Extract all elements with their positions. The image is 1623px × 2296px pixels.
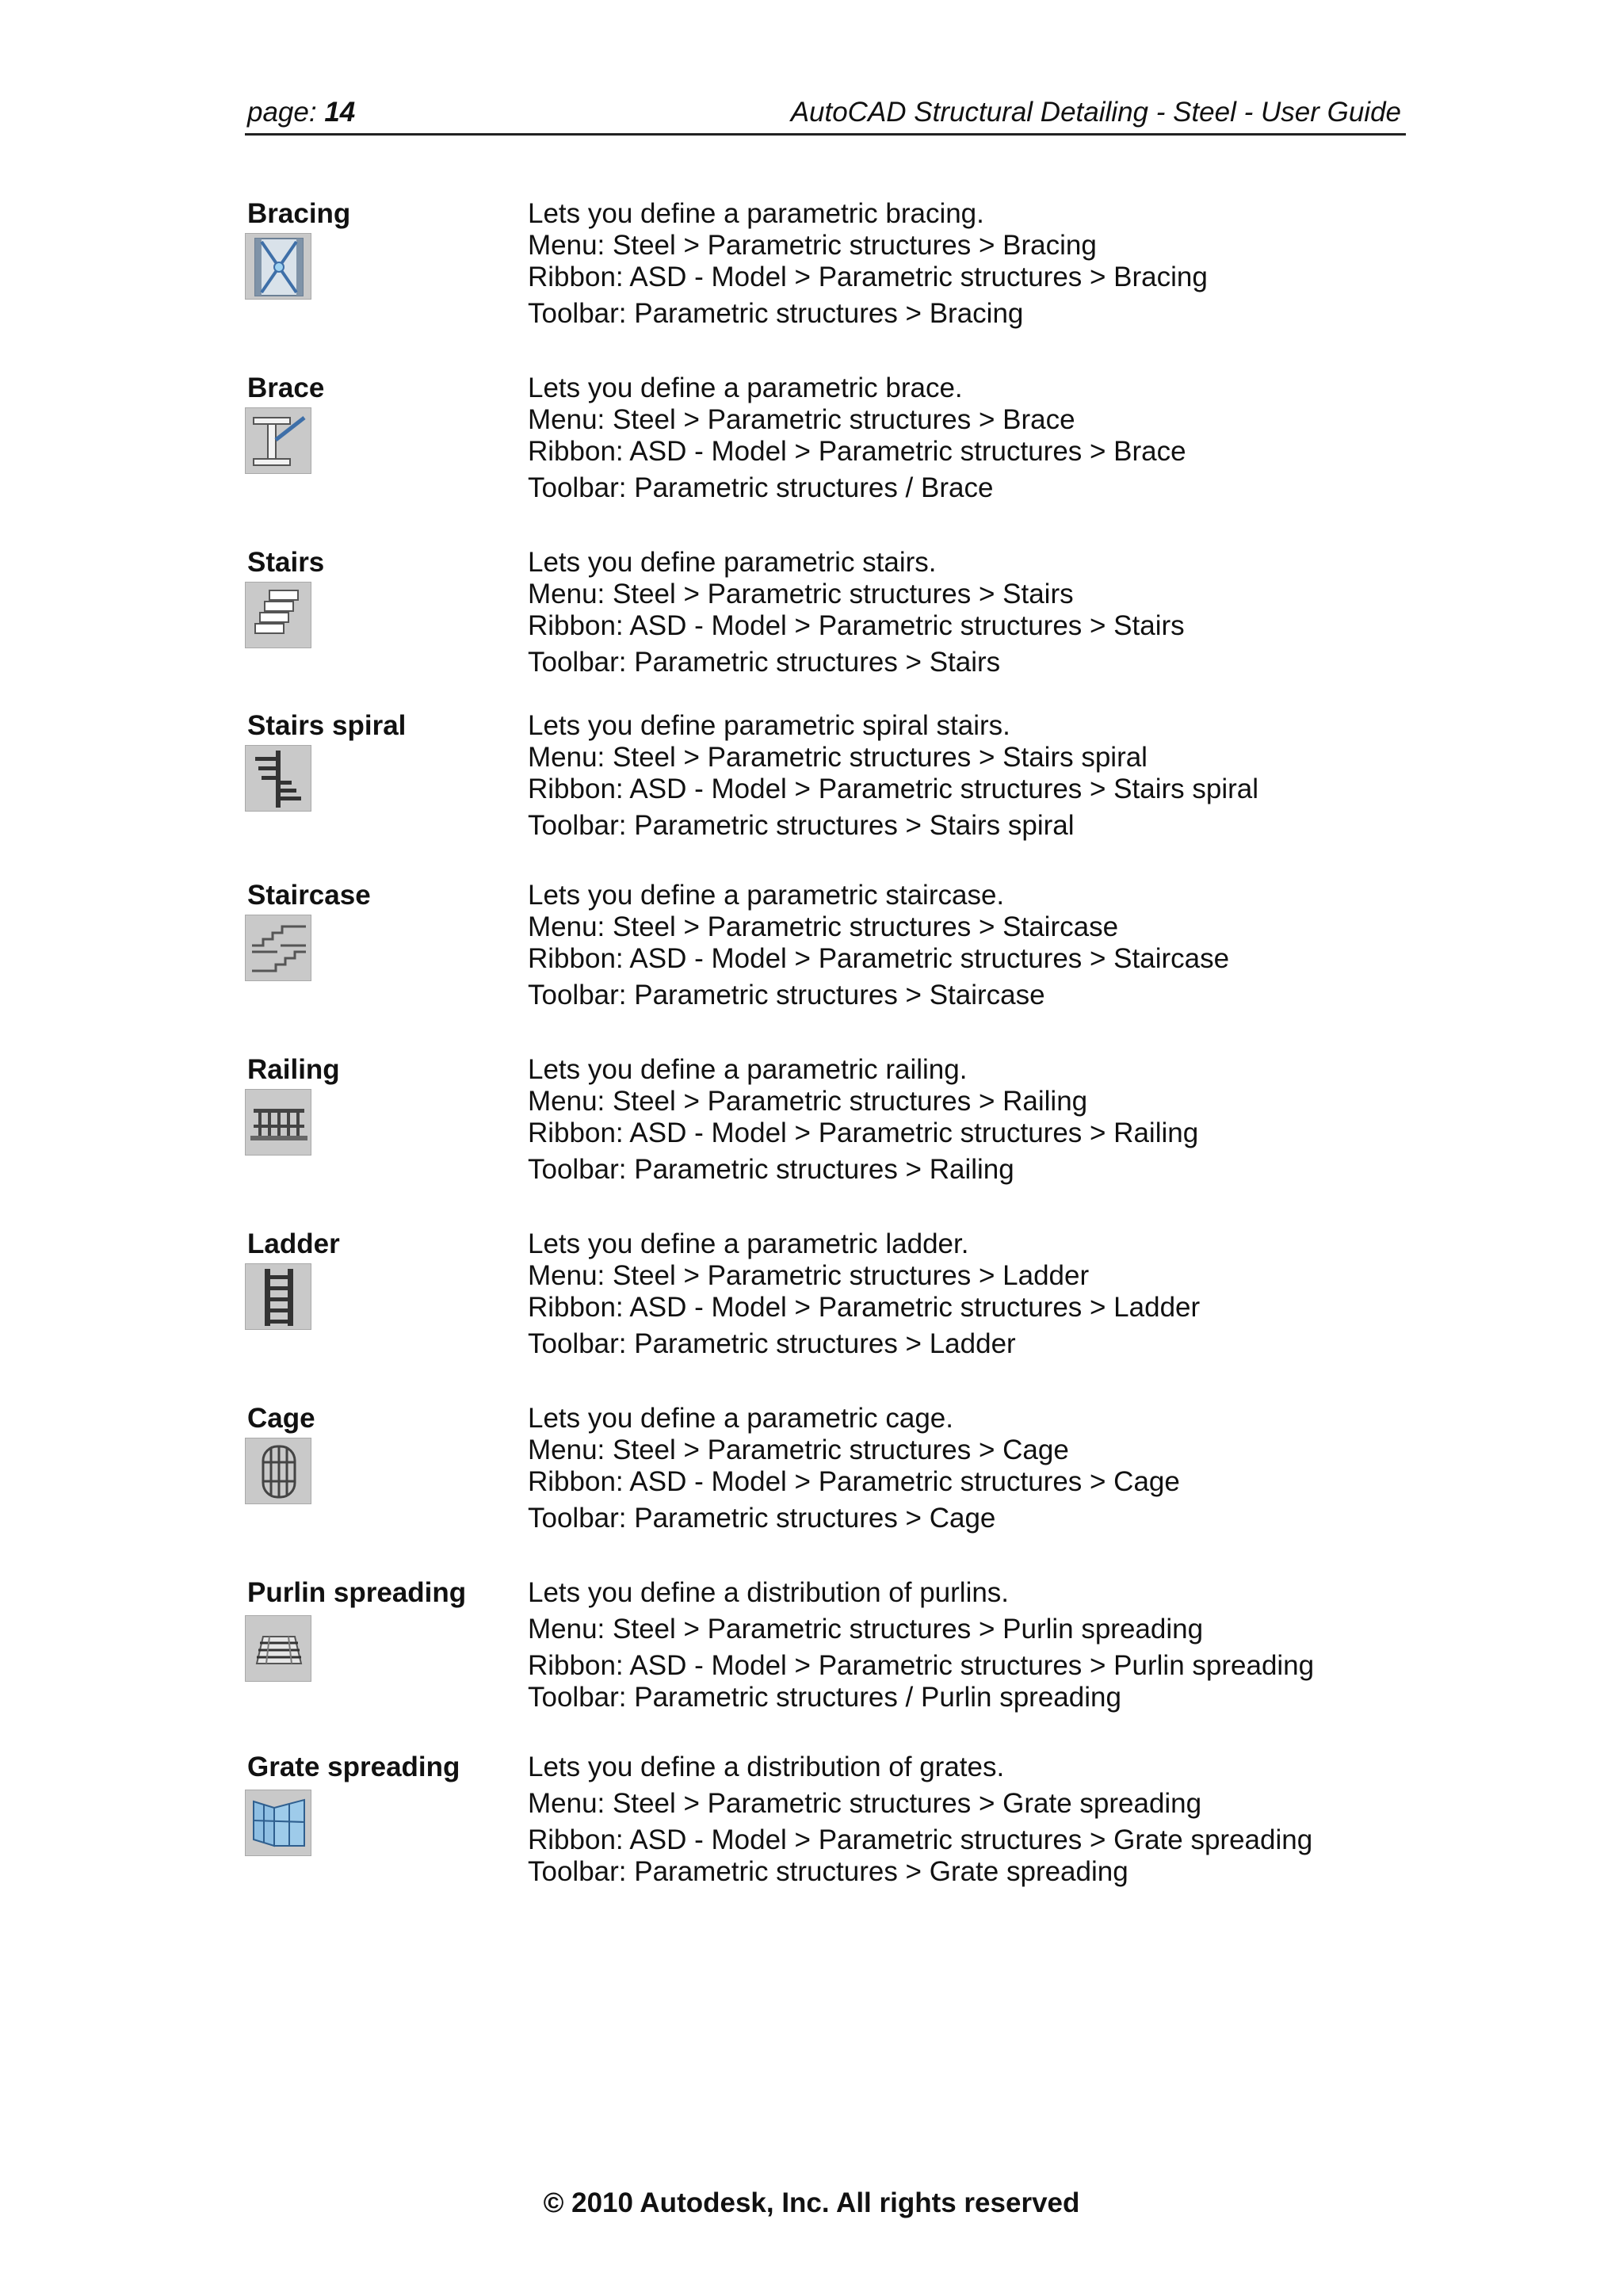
ribbon-path: Ribbon: ASD - Model > Parametric structures > Brace	[528, 436, 1186, 467]
entry-stairs-spiral	[245, 710, 1418, 869]
ribbon-path: Ribbon: ASD - Model > Parametric structures > Ladder	[528, 1292, 1201, 1323]
railing-icon[interactable]	[245, 1089, 311, 1156]
description-text: Lets you define a parametric ladder.	[528, 1228, 969, 1259]
brace-icon[interactable]	[245, 407, 311, 474]
entry-cage	[245, 1403, 1418, 1561]
menu-path: Menu: Steel > Parametric structures > Brace	[528, 404, 1075, 435]
ribbon-path: Ribbon: ASD - Model > Parametric structures > Purlin spreading	[528, 1650, 1315, 1681]
toolbar-path: Toolbar: Parametric structures > Bracing	[528, 298, 1024, 329]
menu-path: Menu: Steel > Parametric structures > Cage	[528, 1435, 1069, 1465]
ribbon-path: Ribbon: ASD - Model > Parametric structures > Stairs	[528, 610, 1185, 641]
entry-stairs	[245, 547, 1418, 705]
cage-icon[interactable]	[245, 1438, 311, 1504]
description-text: Lets you define a parametric cage.	[528, 1403, 953, 1434]
entry-purlin-spreading	[245, 1577, 1418, 1736]
ribbon-path: Ribbon: ASD - Model > Parametric structures > Bracing	[528, 262, 1208, 292]
menu-path: Menu: Steel > Parametric structures > Purlin spreading	[528, 1614, 1204, 1645]
description-text: Lets you define parametric spiral stairs.	[528, 710, 1010, 741]
toolbar-path: Toolbar: Parametric structures / Purlin spreading	[528, 1682, 1121, 1713]
page-number-label: page: 14	[247, 97, 356, 128]
description-text: Lets you define a parametric railing.	[528, 1054, 968, 1085]
description-text: Lets you define a parametric brace.	[528, 372, 963, 403]
entry-title: Bracing	[247, 198, 351, 229]
entry-title: Railing	[247, 1054, 340, 1085]
menu-path: Menu: Steel > Parametric structures > Grate spreading	[528, 1788, 1202, 1819]
stairs-spiral-icon[interactable]	[245, 745, 311, 812]
menu-path: Menu: Steel > Parametric structures > Railing	[528, 1086, 1088, 1117]
copyright-footer: © 2010 Autodesk, Inc. All rights reserved	[543, 2187, 1080, 2218]
menu-path: Menu: Steel > Parametric structures > Stairs	[528, 579, 1074, 609]
entry-ladder	[245, 1228, 1418, 1387]
ribbon-path: Ribbon: ASD - Model > Parametric structures > Stairs spiral	[528, 774, 1259, 804]
entry-railing	[245, 1054, 1418, 1213]
description-text: Lets you define a parametric bracing.	[528, 198, 984, 229]
stairs-icon[interactable]	[245, 582, 311, 648]
description-text: Lets you define a distribution of purlins.	[528, 1577, 1010, 1608]
entry-title: Stairs	[247, 547, 325, 578]
entry-grate-spreading	[245, 1752, 1418, 1910]
toolbar-path: Toolbar: Parametric structures / Brace	[528, 472, 994, 503]
ribbon-path: Ribbon: ASD - Model > Parametric structures > Railing	[528, 1117, 1199, 1148]
menu-path: Menu: Steel > Parametric structures > Stairs spiral	[528, 742, 1148, 773]
toolbar-path: Toolbar: Parametric structures > Stairs	[528, 647, 1001, 678]
entry-title: Purlin spreading	[247, 1577, 467, 1608]
toolbar-path: Toolbar: Parametric structures > Cage	[528, 1503, 996, 1534]
entry-title: Ladder	[247, 1228, 340, 1259]
toolbar-path: Toolbar: Parametric structures > Ladder	[528, 1328, 1016, 1359]
grate-spreading-icon[interactable]	[245, 1790, 311, 1856]
entry-title: Cage	[247, 1403, 315, 1434]
entry-title: Staircase	[247, 880, 371, 911]
entry-brace	[245, 372, 1418, 531]
menu-path: Menu: Steel > Parametric structures > Ladder	[528, 1260, 1090, 1291]
page-number: 14	[324, 97, 356, 128]
entry-title: Stairs spiral	[247, 710, 407, 741]
entry-bracing	[245, 198, 1418, 357]
entry-staircase	[245, 880, 1418, 1038]
ribbon-path: Ribbon: ASD - Model > Parametric structures > Grate spreading	[528, 1824, 1313, 1855]
page-header	[245, 95, 1406, 136]
description-text: Lets you define a parametric staircase.	[528, 880, 1005, 911]
bracing-icon[interactable]	[245, 233, 311, 300]
toolbar-path: Toolbar: Parametric structures > Staircase	[528, 980, 1045, 1010]
ladder-icon[interactable]	[245, 1263, 311, 1330]
menu-path: Menu: Steel > Parametric structures > Bracing	[528, 230, 1097, 261]
guide-title: AutoCAD Structural Detailing - Steel - User Guide	[790, 97, 1401, 128]
toolbar-path: Toolbar: Parametric structures > Grate spreading	[528, 1856, 1128, 1887]
description-text: Lets you define a distribution of grates.	[528, 1752, 1005, 1782]
description-text: Lets you define parametric stairs.	[528, 547, 937, 578]
entry-title: Brace	[247, 372, 325, 403]
entry-title: Grate spreading	[247, 1752, 460, 1782]
staircase-icon[interactable]	[245, 915, 311, 981]
ribbon-path: Ribbon: ASD - Model > Parametric structures > Cage	[528, 1466, 1180, 1497]
toolbar-path: Toolbar: Parametric structures > Stairs spiral	[528, 810, 1075, 841]
menu-path: Menu: Steel > Parametric structures > Staircase	[528, 911, 1119, 942]
ribbon-path: Ribbon: ASD - Model > Parametric structures > Staircase	[528, 943, 1230, 974]
purlin-spreading-icon[interactable]	[245, 1615, 311, 1682]
toolbar-path: Toolbar: Parametric structures > Railing	[528, 1154, 1014, 1185]
